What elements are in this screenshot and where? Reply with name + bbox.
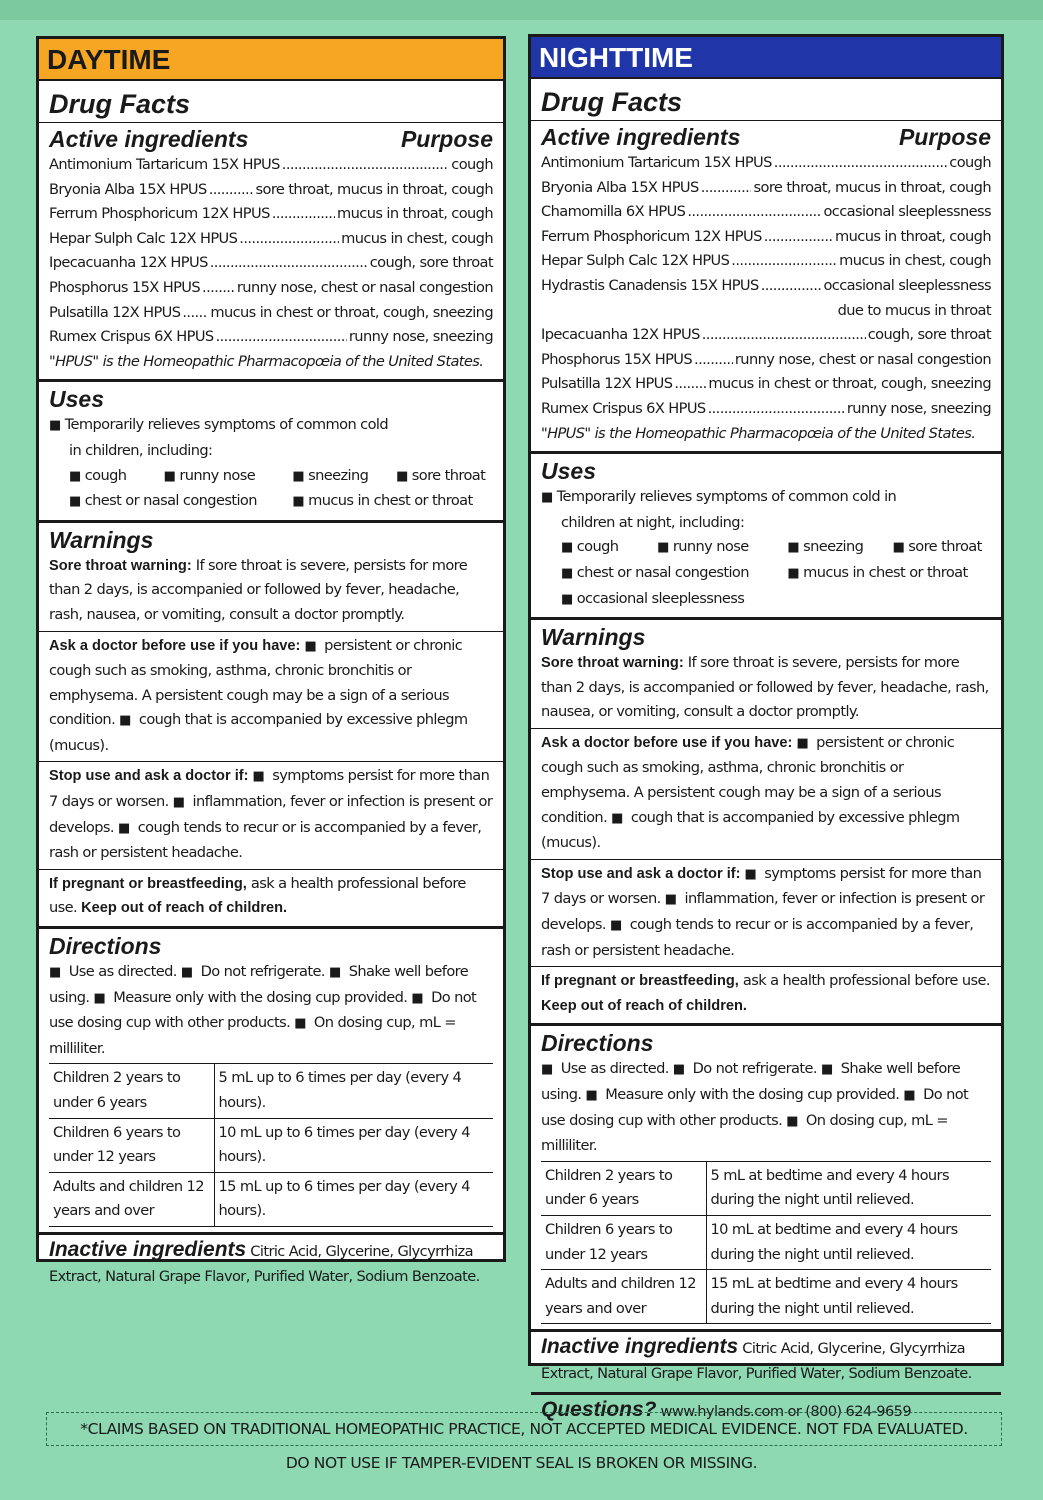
bullet-icon [561,564,577,581]
daytime-stop-use-warning [39,761,503,865]
direction-text: Measure only with the dosing cup provided. [601,1086,900,1103]
ingredient-name: Rumex Crispus 6X HPUS [541,399,706,417]
bullet-icon [561,590,577,607]
leader-dots [687,200,821,225]
dose-amount: 10 mL up to 6 times per day (every 4 hours). [214,1118,493,1172]
direction-text: Shake well before using. [49,963,469,1006]
warning-text: cough tends to recur or is accompanied by a fever, rash or persistent headache. [49,818,482,862]
leader-dots [216,325,347,350]
nighttime-questions-text: www.hylands.com or (800) 624-9659 [656,1402,912,1420]
warning-lead: Ask a doctor before use if you have: [541,734,793,751]
direction-text: On dosing cup, mL = milliliter. [49,1014,456,1057]
direction-text: Use as directed. [64,963,177,981]
dose-age: Children 2 years to under 6 years [541,1161,706,1215]
bullet-icon [69,492,85,509]
nighttime-directions-title: Directions [541,1030,654,1057]
dose-amount: 10 mL at bedtime and every 4 hours during the night until relieved. [706,1215,991,1269]
ingredient-purpose: mucus in throat, cough [337,205,493,223]
use-label: sore throat [411,466,486,484]
daytime-warnings-title: Warnings [49,526,154,553]
ingredient-name: Rumex Crispus 6X HPUS [49,328,214,346]
bullet-icon [611,809,627,826]
warning-text: symptoms persist for more than 7 days or worsen. [49,767,490,811]
ingredient-name: Hydrastis Canadensis 15X HPUS [541,276,759,294]
nighttime-uses-intro [541,485,991,511]
list-item [561,587,767,613]
nighttime-questions-label: Questions? [541,1397,657,1421]
bullet-icon [541,488,557,505]
daytime-ingredient-list [49,153,493,350]
ingredient-purpose: mucus in chest, cough [839,252,991,270]
ingredient-name: Ferrum Phosphoricum 12X HPUS [541,227,762,245]
uses-intro-line: Temporarily relieves symptoms of common cold in [556,488,897,506]
list-item [561,561,767,587]
bullet-icon [541,1060,557,1077]
ingredient-purpose: mucus in chest, cough [341,229,493,247]
warning-text: symptoms persist for more than 7 days or worsen. [541,864,982,908]
bullet-icon [181,963,197,980]
bullet-icon [657,538,673,555]
direction-text: Do not use dosing cup with other products. [49,988,477,1032]
direction-text: Use as directed. [556,1060,669,1078]
dose-amount: 5 mL up to 6 times per day (every 4 hours). [214,1064,493,1118]
ingredient-name: Ipecacuanha 12X HPUS [49,254,208,272]
daytime-uses-list [49,464,493,515]
nighttime-drug-facts-title: Drug Facts [531,82,1001,121]
table-row [541,1215,991,1269]
use-label: chest or nasal congestion [84,492,257,510]
list-item [164,464,273,490]
bullet-icon [903,1086,919,1103]
warning-lead: Stop use and ask a doctor if: [49,768,249,785]
nighttime-warnings-title: Warnings [541,624,646,651]
nighttime-uses-title: Uses [541,458,596,485]
warning-lead: Ask a doctor before use if you have: [49,637,301,654]
bullet-icon [94,989,110,1006]
bullet-icon [787,564,803,581]
dose-age: Adults and children 12 years and over [49,1172,214,1226]
bullet-icon [304,637,320,654]
use-label: sneezing [803,538,864,556]
dose-amount: 5 mL at bedtime and every 4 hours during the night until relieved. [706,1161,991,1215]
daytime-uses-title: Uses [49,386,104,413]
list-item [541,151,991,176]
warning-lead: If pregnant or breastfeeding, [541,973,739,990]
list-item [541,225,991,250]
warning-text: persistent or chronic cough such as smoking, asthma, chronic bronchitis or emphysema. A persistent cough may be a sign of a serious condition. [541,733,955,826]
ingredient-purpose: runny nose, sneezing [348,328,493,346]
warning-text: inflammation, fever or infection is present or develops. [541,890,985,934]
ingredient-purpose: cough, sore throat [369,254,493,272]
table-row [49,1172,493,1226]
daytime-directions-section [39,929,503,1235]
direction-text: Shake well before using. [541,1060,961,1103]
ingredient-name: Phosphorus 15X HPUS [49,278,201,296]
nighttime-inactive-section [531,1332,1001,1394]
ingredient-name: Hepar Sulph Calc 12X HPUS [49,229,238,247]
daytime-inactive-text: Citric Acid, Glycerine, Glycyrrhiza Extract, Natural Grape Flavor, Purified Water, Sodium Benzoate. [49,1242,480,1285]
warning-lead: If pregnant or breastfeeding, [49,875,247,892]
nighttime-inactive-label: Inactive ingredients [541,1335,739,1359]
direction-text: On dosing cup, mL = milliliter. [541,1111,948,1155]
use-label: chest or nasal congestion [576,563,749,581]
nighttime-active-ingredients-section [531,79,1001,454]
uses-intro-line: Temporarily relieves symptoms of common cold [64,416,389,434]
nighttime-ask-doctor-warning [531,728,1001,856]
claims-disclaimer: *CLAIMS BASED ON TRADITIONAL HOMEOPATHIC PRACTICE, NOT ACCEPTED MEDICAL EVIDENCE. NOT FDA EVALUATED. [46,1412,1002,1446]
leader-dots [708,397,845,422]
daytime-inactive-section [39,1235,503,1294]
nighttime-directions-text [541,1057,991,1158]
bullet-icon [253,767,269,784]
ingredient-purpose-continued: due to mucus in throat [837,301,991,319]
daytime-directions-title: Directions [49,933,162,960]
nighttime-ingredients-header [541,123,991,151]
bullet-icon [787,538,803,555]
ingredient-purpose: mucus in chest or throat, cough, sneezing [708,375,991,393]
ingredient-name: Pulsatilla 12X HPUS [49,303,181,321]
ingredient-purpose: occasional sleeplessness [823,276,991,294]
table-row [49,1064,493,1118]
list-item [49,227,493,252]
list-item [541,372,991,397]
leader-dots [761,274,822,299]
use-label: cough [84,466,127,484]
list-item [893,535,991,561]
bullet-icon [292,467,308,484]
list-item [541,176,991,201]
nighttime-banner: NIGHTTIME [531,37,1001,79]
warning-text: cough tends to recur or is accompanied by a fever, rash or persistent headache. [541,916,974,959]
nighttime-dosing-table [541,1161,991,1325]
box-top-edge [0,0,1043,20]
bullet-icon [49,416,65,433]
bullet-icon [745,865,761,882]
bullet-icon [69,467,85,484]
tamper-seal-notice: DO NOT USE IF TAMPER-EVIDENT SEAL IS BROKEN OR MISSING. [285,1454,758,1472]
list-item [49,325,493,350]
leader-dots [764,225,833,250]
list-item [396,464,493,490]
use-label: occasional sleeplessness [576,589,745,607]
list-item [561,535,637,561]
daytime-active-label: Active ingredients [49,126,249,152]
daytime-inactive-label: Inactive ingredients [49,1237,247,1261]
ingredient-name: Antimonium Tartaricum 15X HPUS [49,156,280,173]
list-item [292,464,376,490]
leader-dots [702,323,866,348]
list-item [292,489,493,515]
list-item [49,301,493,326]
list-item [49,153,493,178]
ingredient-name: Hepar Sulph Calc 12X HPUS [541,252,730,270]
keep-out-text: Keep out of reach of children. [541,997,747,1014]
nighttime-uses-list [541,535,991,612]
bullet-icon [561,538,577,555]
list-item [541,323,991,348]
table-row [541,1161,991,1215]
use-label: cough [576,538,619,556]
ingredient-name: Pulsatilla 12X HPUS [541,375,673,393]
warning-text: If sore throat is severe, persists for more than 2 days, is accompanied or followed by fever, headache, rash, nausea, or vomiting, consult a doctor promptly. [541,654,989,721]
use-label: mucus in chest or throat [803,563,968,581]
list-item [69,464,144,490]
warning-text: If sore throat is severe, persists for more than 2 days, is accompanied or followed by fever, headache, rash, nausea, or vomiting, consult a doctor promptly. [49,556,468,623]
table-row [49,1118,493,1172]
list-item [787,535,872,561]
list-item [49,178,493,203]
daytime-uses-section [39,382,503,522]
table-row [541,1270,991,1324]
leader-dots [182,301,208,326]
ingredient-purpose: mucus in throat, cough [835,227,991,245]
daytime-banner: DAYTIME [39,39,503,81]
leader-dots [202,276,235,301]
bullet-icon [49,963,65,980]
warning-text: inflammation, fever or infection is present or develops. [49,793,493,836]
nighttime-stop-use-warning [531,859,1001,963]
ingredient-name: Chamomilla 6X HPUS [541,203,686,221]
bullet-icon [893,538,909,555]
leader-dots [674,372,706,397]
bullet-icon [673,1060,689,1077]
ingredient-purpose: runny nose, sneezing [846,399,991,417]
use-label: sore throat [908,538,982,556]
bullet-icon [796,734,812,751]
list-item [541,249,991,274]
bullet-icon [610,916,626,933]
nighttime-drug-facts-panel [528,34,1004,1421]
list-item [69,489,272,515]
ingredient-purpose: runny nose, chest or nasal congestion [734,350,991,368]
dose-amount: 15 mL at bedtime and every 4 hours during the night until relieved. [706,1270,991,1324]
ingredient-name: Phosphorus 15X HPUS [541,350,693,368]
ingredient-purpose: cough [451,156,493,173]
use-label: sneezing [308,466,369,484]
ingredient-name: Ipecacuanha 12X HPUS [541,326,700,344]
ingredient-purpose: cough [949,154,991,171]
daytime-ingredients-header [49,125,493,153]
daytime-drug-facts-title: Drug Facts [39,84,503,123]
list-item [541,200,991,225]
list-item [49,251,493,276]
nighttime-directions-section [531,1026,1001,1332]
leader-dots [694,348,733,373]
daytime-drug-facts-panel [36,36,506,1285]
warning-text: cough that is accompanied by excessive phlegm (mucus). [49,711,468,754]
direction-text: Measure only with the dosing cup provided. [109,988,408,1006]
ingredient-purpose: cough, sore throat [867,326,991,344]
leader-dots [701,176,752,201]
bullet-icon [411,989,427,1006]
daytime-hpus-note: "HPUS" is the Homeopathic Pharmacopœia of the United States. [49,352,484,370]
leader-dots [272,202,335,227]
leader-dots [210,251,368,276]
daytime-uses-intro-cont: in children, including: [69,441,213,459]
bullet-icon [294,1014,310,1031]
nighttime-purpose-label: Purpose [898,124,991,150]
dose-age: Children 6 years to under 12 years [541,1215,706,1269]
warning-text: cough that is accompanied by excessive phlegm (mucus). [541,808,960,852]
bullet-icon [118,819,134,836]
warning-lead: Sore throat warning: [49,557,192,574]
bullet-icon [173,793,189,810]
direction-text: Do not use dosing cup with other products. [541,1086,969,1129]
daytime-purpose-label: Purpose [400,126,493,152]
list-item [787,561,991,587]
dose-age: Children 2 years to under 6 years [49,1064,214,1118]
bullet-icon [786,1112,802,1129]
leader-dots [774,151,948,176]
bullet-icon [396,467,412,484]
ingredient-name: Ferrum Phosphoricum 12X HPUS [49,205,270,223]
list-item [541,348,991,373]
bullet-icon [119,711,135,728]
warning-text: ask a health professional before use. [49,874,466,917]
daytime-warnings-section [39,523,503,929]
ingredient-name: Bryonia Alba 15X HPUS [541,178,699,196]
daytime-pregnancy-warning [39,869,503,921]
daytime-dosing-table [49,1063,493,1227]
leader-dots [282,153,450,178]
daytime-directions-text [49,960,493,1061]
use-label: runny nose [672,538,749,556]
list-item [49,276,493,301]
bullet-icon [821,1060,837,1077]
nighttime-inactive-text: Citric Acid, Glycerine, Glycyrrhiza Extract, Natural Grape Flavor, Purified Water, Sodium Benzoate. [541,1340,972,1382]
list-item [657,535,767,561]
ingredient-purpose: sore throat, mucus in throat, cough [255,180,493,198]
nighttime-active-label: Active ingredients [541,124,741,150]
bullet-icon [329,963,345,980]
bullet-icon [665,890,681,907]
daytime-sore-throat-warning [39,554,503,628]
ingredient-purpose: occasional sleeplessness [823,203,991,221]
daytime-active-ingredients-section [39,81,503,382]
warning-text: ask a health professional before use. [738,972,990,990]
warning-lead: Sore throat warning: [541,655,684,672]
daytime-uses-intro [49,413,493,439]
daytime-ask-doctor-warning [39,631,503,759]
dose-age: Adults and children 12 years and over [541,1270,706,1324]
dose-amount: 15 mL up to 6 times per day (every 4 hours). [214,1172,493,1226]
ingredient-purpose: sore throat, mucus in throat, cough [753,178,991,196]
leader-dots [239,227,339,252]
nighttime-warnings-section [531,620,1001,1026]
bullet-icon [586,1086,602,1103]
nighttime-hpus-note: "HPUS" is the Homeopathic Pharmacopœia of the United States. [541,424,976,442]
keep-out-text: Keep out of reach of children. [77,900,288,917]
direction-text: Do not refrigerate. [196,963,325,981]
list-item [541,274,991,299]
nighttime-ingredient-list [541,151,991,422]
leader-dots [209,178,254,203]
warning-lead: Stop use and ask a doctor if: [541,865,741,882]
bullet-icon [292,492,308,509]
ingredient-purpose: mucus in chest or throat, cough, sneezing [210,303,493,321]
use-label: mucus in chest or throat [308,492,473,510]
nighttime-sore-throat-warning [531,651,1001,725]
nighttime-pregnancy-warning [531,966,1001,1018]
ingredient-name: Antimonium Tartaricum 15X HPUS [541,154,772,171]
ingredient-purpose: runny nose, chest or nasal congestion [236,278,493,296]
use-label: runny nose [179,466,256,484]
nighttime-uses-intro-cont: children at night, including: [561,513,745,531]
list-item [541,397,991,422]
nighttime-uses-section [531,454,1001,620]
dose-age: Children 6 years to under 12 years [49,1118,214,1172]
bullet-icon [164,467,180,484]
list-item [49,202,493,227]
direction-text: Do not refrigerate. [688,1060,817,1078]
leader-dots [731,249,837,274]
ingredient-name: Bryonia Alba 15X HPUS [49,180,207,198]
warning-text: persistent or chronic cough such as smoking, asthma, chronic bronchitis or emphysema. A persistent cough may be a sign of a serious condition. [49,636,463,729]
